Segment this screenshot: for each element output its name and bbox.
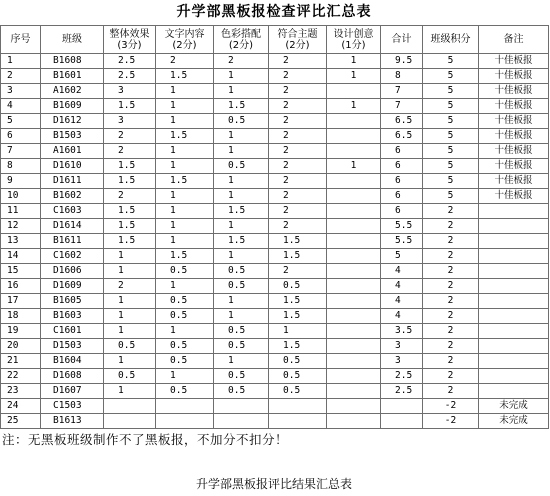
cell-theme: 1.5 — [269, 309, 327, 324]
sheet-title: 升学部黑板报检查评比汇总表 — [176, 4, 372, 20]
table-row — [1, 99, 549, 114]
cell-points: 2 — [423, 309, 479, 324]
cell-total — [381, 399, 423, 414]
cell-note — [479, 234, 549, 249]
cell-class: D1503 — [41, 339, 104, 354]
cell-color: 0.5 — [214, 114, 269, 129]
cell-theme: 0.5 — [269, 369, 327, 384]
cell-total: 5.5 — [381, 219, 423, 234]
cell-text: 2 — [156, 54, 214, 69]
cell-note: 十佳板报 — [479, 144, 549, 159]
cell-text — [156, 399, 214, 414]
cell-theme — [269, 414, 327, 429]
table-row — [1, 414, 549, 429]
cell-note — [479, 324, 549, 339]
cell-color: 0.5 — [214, 279, 269, 294]
cell-class: D1614 — [41, 219, 104, 234]
cell-color: 1 — [214, 174, 269, 189]
table-row — [1, 84, 549, 99]
cell-design — [327, 249, 381, 264]
cell-text: 1 — [156, 114, 214, 129]
cell-overall: 1 — [104, 309, 156, 324]
cell-theme: 2 — [269, 129, 327, 144]
cell-points: -2 — [423, 399, 479, 414]
cell-total: 4 — [381, 279, 423, 294]
cell-seq: 9 — [1, 174, 41, 189]
cell-note — [479, 354, 549, 369]
cell-overall: 1.5 — [104, 99, 156, 114]
cell-color: 1.5 — [214, 204, 269, 219]
cell-note — [479, 264, 549, 279]
cell-points: 2 — [423, 369, 479, 384]
cell-seq: 1 — [1, 54, 41, 69]
cell-color: 0.5 — [214, 339, 269, 354]
cell-design — [327, 189, 381, 204]
cell-theme: 2 — [269, 264, 327, 279]
cell-seq: 15 — [1, 264, 41, 279]
cell-note: 未完成 — [479, 414, 549, 429]
cell-color: 0.5 — [214, 369, 269, 384]
table-row — [1, 114, 549, 129]
cell-points: 2 — [423, 264, 479, 279]
header-points: 班级积分 — [423, 26, 479, 54]
cell-text: 1 — [156, 219, 214, 234]
cell-overall: 2 — [104, 279, 156, 294]
cell-points: 5 — [423, 129, 479, 144]
cell-points: 5 — [423, 114, 479, 129]
cell-overall: 1.5 — [104, 234, 156, 249]
cell-note — [479, 384, 549, 399]
cell-text: 1 — [156, 189, 214, 204]
cell-theme: 1 — [269, 324, 327, 339]
cell-text: 0.5 — [156, 294, 214, 309]
cell-note: 十佳板报 — [479, 174, 549, 189]
cell-class: B1608 — [41, 54, 104, 69]
cell-points: 2 — [423, 384, 479, 399]
cell-total: 6 — [381, 159, 423, 174]
cell-points: 5 — [423, 99, 479, 114]
cell-points: 2 — [423, 219, 479, 234]
cell-text: 1 — [156, 204, 214, 219]
cell-seq: 24 — [1, 399, 41, 414]
cell-points: 5 — [423, 84, 479, 99]
cell-theme: 2 — [269, 204, 327, 219]
cell-total: 5.5 — [381, 234, 423, 249]
cell-design — [327, 174, 381, 189]
table-row — [1, 354, 549, 369]
cell-text: 1 — [156, 279, 214, 294]
cell-theme: 2 — [269, 69, 327, 84]
table-row — [1, 204, 549, 219]
cell-class: C1503 — [41, 399, 104, 414]
cell-color — [214, 399, 269, 414]
cell-overall: 1 — [104, 249, 156, 264]
cell-design: 1 — [327, 54, 381, 69]
cell-text: 1.5 — [156, 129, 214, 144]
cell-theme: 2 — [269, 84, 327, 99]
cell-total: 2.5 — [381, 369, 423, 384]
cell-design — [327, 264, 381, 279]
cell-note — [479, 249, 549, 264]
table-row — [1, 54, 549, 69]
cell-seq: 16 — [1, 279, 41, 294]
cell-text: 1 — [156, 99, 214, 114]
cell-points: 5 — [423, 69, 479, 84]
cell-overall: 3 — [104, 114, 156, 129]
table-row — [1, 174, 549, 189]
cell-text: 1 — [156, 234, 214, 249]
cell-theme: 1.5 — [269, 339, 327, 354]
cell-seq: 12 — [1, 219, 41, 234]
cell-overall: 1.5 — [104, 219, 156, 234]
cell-note: 十佳板报 — [479, 159, 549, 174]
cell-color: 1 — [214, 219, 269, 234]
cell-class: D1610 — [41, 159, 104, 174]
cell-theme: 2 — [269, 219, 327, 234]
table-row — [1, 294, 549, 309]
cell-seq: 18 — [1, 309, 41, 324]
cell-design — [327, 324, 381, 339]
cell-overall — [104, 399, 156, 414]
cell-class: B1613 — [41, 414, 104, 429]
cell-design — [327, 339, 381, 354]
cell-total: 7 — [381, 99, 423, 114]
cell-design — [327, 414, 381, 429]
cell-points: 2 — [423, 234, 479, 249]
cell-overall: 1 — [104, 324, 156, 339]
cell-design — [327, 234, 381, 249]
cell-overall: 1.5 — [104, 159, 156, 174]
cell-color: 0.5 — [214, 384, 269, 399]
cell-theme: 2 — [269, 99, 327, 114]
header-total: 合计 — [381, 26, 423, 54]
cell-class: B1601 — [41, 69, 104, 84]
cell-note: 十佳板报 — [479, 114, 549, 129]
cell-points: 5 — [423, 144, 479, 159]
cell-total: 9.5 — [381, 54, 423, 69]
cell-color: 1 — [214, 294, 269, 309]
table-row — [1, 309, 549, 324]
header-design: 设计创意 (1分) — [327, 26, 381, 54]
cell-class: B1602 — [41, 189, 104, 204]
cell-note — [479, 309, 549, 324]
cell-points: 2 — [423, 204, 479, 219]
cell-theme — [269, 399, 327, 414]
cell-class: B1605 — [41, 294, 104, 309]
cell-overall: 1 — [104, 264, 156, 279]
table-row — [1, 399, 549, 414]
cell-overall — [104, 414, 156, 429]
cell-text: 1 — [156, 369, 214, 384]
cell-design: 1 — [327, 99, 381, 114]
cell-note — [479, 279, 549, 294]
cell-text: 0.5 — [156, 339, 214, 354]
cell-class: D1607 — [41, 384, 104, 399]
cell-seq: 11 — [1, 204, 41, 219]
table-row — [1, 369, 549, 384]
table-row — [1, 129, 549, 144]
cell-text — [156, 414, 214, 429]
cell-total: 5 — [381, 249, 423, 264]
cell-note: 十佳板报 — [479, 129, 549, 144]
cell-total: 4 — [381, 309, 423, 324]
cell-theme: 2 — [269, 159, 327, 174]
cell-design — [327, 399, 381, 414]
cell-design — [327, 129, 381, 144]
cell-text: 1 — [156, 324, 214, 339]
cell-total: 4 — [381, 294, 423, 309]
table-row — [1, 144, 549, 159]
cell-color: 1.5 — [214, 234, 269, 249]
cell-points: 5 — [423, 189, 479, 204]
header-seq: 序号 — [1, 26, 41, 54]
cell-points: 5 — [423, 159, 479, 174]
cell-note — [479, 339, 549, 354]
cell-overall: 2.5 — [104, 54, 156, 69]
cell-seq: 7 — [1, 144, 41, 159]
cell-note: 十佳板报 — [479, 99, 549, 114]
cell-seq: 22 — [1, 369, 41, 384]
cell-seq: 20 — [1, 339, 41, 354]
cell-total: 8 — [381, 69, 423, 84]
cell-text: 0.5 — [156, 264, 214, 279]
cell-overall: 1 — [104, 294, 156, 309]
cell-design — [327, 144, 381, 159]
cell-total: 3 — [381, 354, 423, 369]
cell-class: B1503 — [41, 129, 104, 144]
cell-seq: 17 — [1, 294, 41, 309]
cell-total: 6 — [381, 144, 423, 159]
cell-seq: 14 — [1, 249, 41, 264]
cell-class: B1611 — [41, 234, 104, 249]
cell-class: D1608 — [41, 369, 104, 384]
cell-class: C1603 — [41, 204, 104, 219]
cell-color: 1 — [214, 84, 269, 99]
cell-seq: 3 — [1, 84, 41, 99]
cell-points: 2 — [423, 324, 479, 339]
cell-design — [327, 384, 381, 399]
cell-points: -2 — [423, 414, 479, 429]
cell-note — [479, 294, 549, 309]
cell-color: 0.5 — [214, 324, 269, 339]
table-row — [1, 249, 549, 264]
cell-note — [479, 369, 549, 384]
cell-design — [327, 219, 381, 234]
cell-note: 未完成 — [479, 399, 549, 414]
cell-note: 十佳板报 — [479, 69, 549, 84]
cell-total: 6.5 — [381, 114, 423, 129]
cell-design — [327, 204, 381, 219]
cell-color: 0.5 — [214, 264, 269, 279]
cell-overall: 2 — [104, 144, 156, 159]
cell-text: 1.5 — [156, 69, 214, 84]
cell-theme: 2 — [269, 174, 327, 189]
cell-note: 十佳板报 — [479, 84, 549, 99]
cell-text: 1 — [156, 144, 214, 159]
cell-points: 2 — [423, 354, 479, 369]
cell-points: 5 — [423, 174, 479, 189]
cell-class: D1609 — [41, 279, 104, 294]
cell-points: 2 — [423, 339, 479, 354]
table-row — [1, 279, 549, 294]
cell-seq: 6 — [1, 129, 41, 144]
table-row — [1, 219, 549, 234]
cell-design — [327, 294, 381, 309]
cell-design — [327, 279, 381, 294]
cell-overall: 1 — [104, 354, 156, 369]
cell-design: 1 — [327, 69, 381, 84]
cell-color: 1 — [214, 69, 269, 84]
cell-total: 6.5 — [381, 129, 423, 144]
cell-class: A1602 — [41, 84, 104, 99]
cell-theme: 2 — [269, 54, 327, 69]
cell-color: 1.5 — [214, 99, 269, 114]
cell-class: A1601 — [41, 144, 104, 159]
cell-seq: 13 — [1, 234, 41, 249]
footnote: 注：无黑板班级制作不了黑板报，不加分不扣分！ — [2, 432, 289, 447]
cell-design — [327, 354, 381, 369]
header-class: 班级 — [41, 26, 104, 54]
cell-seq: 5 — [1, 114, 41, 129]
cell-overall: 1 — [104, 384, 156, 399]
cell-text: 0.5 — [156, 384, 214, 399]
cell-theme: 2 — [269, 144, 327, 159]
cell-theme: 0.5 — [269, 279, 327, 294]
cell-color: 1 — [214, 189, 269, 204]
cell-overall: 2 — [104, 189, 156, 204]
cell-overall: 3 — [104, 84, 156, 99]
cell-overall: 0.5 — [104, 369, 156, 384]
header-overall: 整体效果 (3分) — [104, 26, 156, 54]
cell-class: C1602 — [41, 249, 104, 264]
cell-text: 1 — [156, 159, 214, 174]
cell-theme: 1.5 — [269, 294, 327, 309]
cell-total: 6 — [381, 189, 423, 204]
cell-theme: 1.5 — [269, 249, 327, 264]
cell-class: D1606 — [41, 264, 104, 279]
cell-seq: 23 — [1, 384, 41, 399]
cell-note — [479, 204, 549, 219]
cell-total — [381, 414, 423, 429]
cell-total: 2.5 — [381, 384, 423, 399]
cell-design — [327, 369, 381, 384]
header-color: 色彩搭配 (2分) — [214, 26, 269, 54]
cell-total: 3.5 — [381, 324, 423, 339]
cell-points: 2 — [423, 294, 479, 309]
cell-overall: 2 — [104, 129, 156, 144]
cell-class: D1612 — [41, 114, 104, 129]
cell-overall: 1.5 — [104, 204, 156, 219]
cell-class: B1604 — [41, 354, 104, 369]
table-row — [1, 189, 549, 204]
cell-overall: 2.5 — [104, 69, 156, 84]
cell-text: 1.5 — [156, 174, 214, 189]
cell-color: 1 — [214, 129, 269, 144]
cell-overall: 0.5 — [104, 339, 156, 354]
table-row — [1, 69, 549, 84]
cell-total: 7 — [381, 84, 423, 99]
header-theme: 符合主题 (2分) — [269, 26, 327, 54]
cell-color: 1 — [214, 354, 269, 369]
cell-text: 1 — [156, 84, 214, 99]
cell-class: C1601 — [41, 324, 104, 339]
cell-seq: 21 — [1, 354, 41, 369]
cell-seq: 10 — [1, 189, 41, 204]
cell-seq: 4 — [1, 99, 41, 114]
cell-color: 0.5 — [214, 159, 269, 174]
cell-points: 5 — [423, 54, 479, 69]
cell-theme: 0.5 — [269, 354, 327, 369]
header-row — [1, 26, 549, 54]
header-text: 文字内容 (2分) — [156, 26, 214, 54]
cell-note: 十佳板报 — [479, 54, 549, 69]
cell-design — [327, 309, 381, 324]
cell-design: 1 — [327, 159, 381, 174]
cell-color — [214, 414, 269, 429]
cell-color: 1 — [214, 309, 269, 324]
cell-theme: 0.5 — [269, 384, 327, 399]
cell-seq: 8 — [1, 159, 41, 174]
cell-class: B1609 — [41, 99, 104, 114]
score-table — [0, 25, 549, 429]
cell-points: 2 — [423, 249, 479, 264]
cell-points: 2 — [423, 279, 479, 294]
cell-class: B1603 — [41, 309, 104, 324]
table-row — [1, 384, 549, 399]
cell-text: 0.5 — [156, 354, 214, 369]
caption: 升学部黑板报评比结果汇总表 — [195, 477, 352, 491]
table-row — [1, 234, 549, 249]
table-row — [1, 264, 549, 279]
cell-text: 1.5 — [156, 249, 214, 264]
cell-total: 3 — [381, 339, 423, 354]
cell-class: D1611 — [41, 174, 104, 189]
table-row — [1, 159, 549, 174]
cell-design — [327, 114, 381, 129]
cell-color: 2 — [214, 54, 269, 69]
cell-note — [479, 219, 549, 234]
cell-theme: 2 — [269, 189, 327, 204]
cell-seq: 2 — [1, 69, 41, 84]
cell-seq: 19 — [1, 324, 41, 339]
header-note: 备注 — [479, 26, 549, 54]
table-row — [1, 324, 549, 339]
cell-note: 十佳板报 — [479, 189, 549, 204]
cell-seq: 25 — [1, 414, 41, 429]
cell-design — [327, 84, 381, 99]
cell-theme: 2 — [269, 114, 327, 129]
cell-total: 6 — [381, 174, 423, 189]
cell-theme: 1.5 — [269, 234, 327, 249]
cell-total: 4 — [381, 264, 423, 279]
cell-color: 1 — [214, 144, 269, 159]
cell-overall: 1.5 — [104, 174, 156, 189]
table-row — [1, 339, 549, 354]
cell-total: 6 — [381, 204, 423, 219]
cell-text: 0.5 — [156, 309, 214, 324]
cell-color: 1 — [214, 249, 269, 264]
